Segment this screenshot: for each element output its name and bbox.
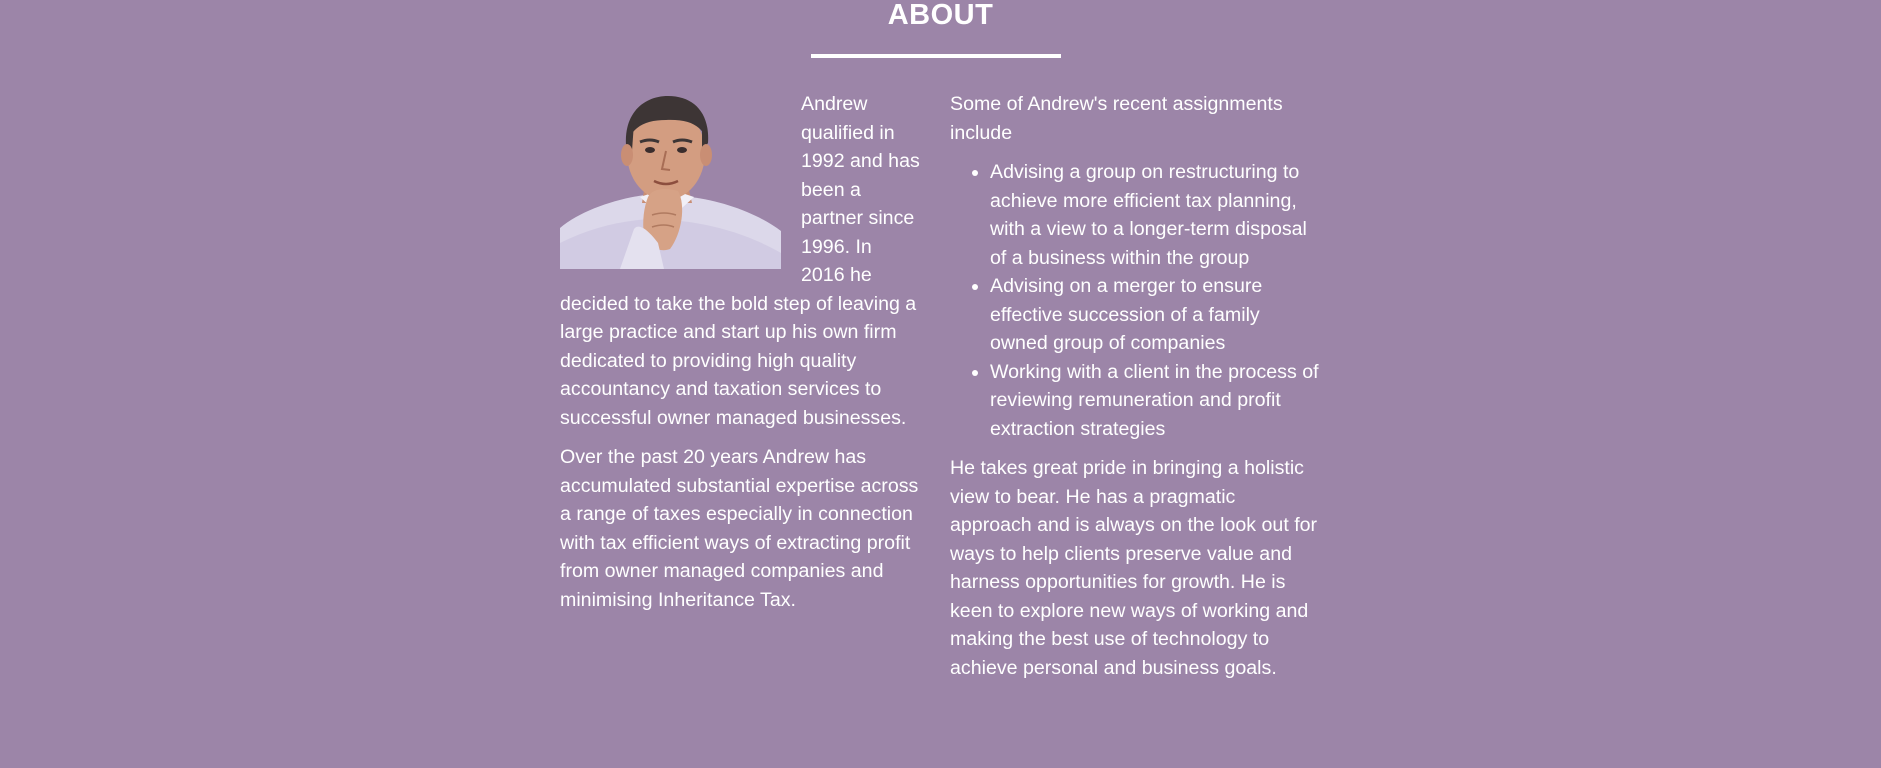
assignment-item: • Working with a client in the process of reviewing remuneration and profit extraction strategies [990,358,1320,444]
about-left-column [560,90,920,625]
portrait-photo [560,93,781,269]
assignment-item: • Advising on a merger to ensure effective succession of a family owned group of companies [990,272,1320,358]
assignment-list [950,158,1320,443]
bio-paragraph-2: Over the past 20 years Andrew has accumulated substantial expertise across a range of taxes especially in connection with tax efficient ways of extracting profit from owner managed companies and minimising Inheritance Tax. [560,446,919,611]
bio-paragraph-1 [560,90,920,432]
closing-paragraph: He takes great pride in bringing a holistic view to bear. He has a pragmatic approach and is always on the look out for ways to help clients preserve value and harness opportunities for growth. He is keen to explore new ways of working and making the best use of technology to achieve personal and business goals. [950,457,1318,679]
title-underline [811,54,1061,58]
assignments-intro: Some of Andrew's recent assignments include [950,93,1283,144]
assignment-item: • Advising a group on restructuring to achieve more efficient tax planning, with a view to a longer-term disposal of a business within the group [990,158,1320,272]
bio-paragraph-1-text: Andrew qualified in 1992 and has been a partner since 1996. In 2016 he decided to take the bold step of leaving a large practice and start up his own firm dedicated to providing high quality accountancy and taxation services to successful owner managed businesses. [560,93,920,429]
about-right-column [950,90,1320,693]
section-title: ABOUT [887,0,994,31]
